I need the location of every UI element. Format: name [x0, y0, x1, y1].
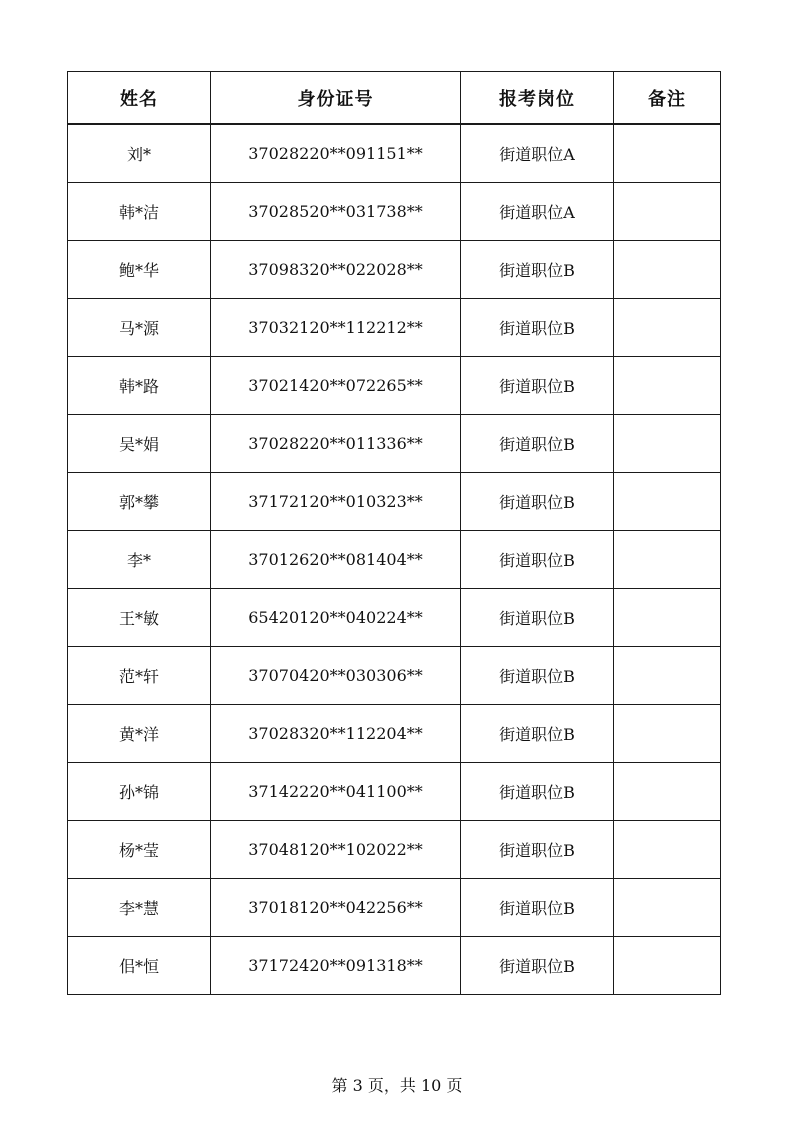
cell-applied-post: 街道职位B — [461, 879, 614, 937]
cell-id-number: 37018120**042256** — [211, 879, 461, 937]
cell-applied-post: 街道职位B — [461, 415, 614, 473]
cell-name: 马*源 — [68, 299, 211, 357]
header-row — [68, 72, 721, 125]
cell-applied-post: 街道职位A — [461, 124, 614, 183]
table-row — [68, 241, 721, 299]
cell-applied-post: 街道职位A — [461, 183, 614, 241]
table-row — [68, 357, 721, 415]
cell-applied-post: 街道职位B — [461, 937, 614, 995]
cell-id-number: 37142220**041100** — [211, 763, 461, 821]
cell-id-number: 37048120**102022** — [211, 821, 461, 879]
cell-name: 韩*路 — [68, 357, 211, 415]
cell-remarks — [614, 589, 721, 647]
cell-id-number: 37098320**022028** — [211, 241, 461, 299]
header-name: 姓名 — [68, 72, 211, 125]
cell-applied-post: 街道职位B — [461, 241, 614, 299]
table-row — [68, 531, 721, 589]
cell-name: 孙*锦 — [68, 763, 211, 821]
cell-name: 王*敏 — [68, 589, 211, 647]
table-row — [68, 589, 721, 647]
cell-name: 黄*洋 — [68, 705, 211, 763]
table-row — [68, 647, 721, 705]
cell-name: 杨*莹 — [68, 821, 211, 879]
cell-applied-post: 街道职位B — [461, 647, 614, 705]
cell-name: 郭*攀 — [68, 473, 211, 531]
cell-remarks — [614, 763, 721, 821]
table-row — [68, 879, 721, 937]
cell-applied-post: 街道职位B — [461, 357, 614, 415]
cell-remarks — [614, 241, 721, 299]
cell-name: 鲍*华 — [68, 241, 211, 299]
header-applied-post: 报考岗位 — [461, 72, 614, 125]
page-number: 第 3 页，共 10 页 — [331, 1076, 463, 1095]
cell-applied-post: 街道职位B — [461, 531, 614, 589]
table-row — [68, 415, 721, 473]
cell-id-number: 37012620**081404** — [211, 531, 461, 589]
header-id-number: 身份证号 — [211, 72, 461, 125]
cell-id-number: 37172120**010323** — [211, 473, 461, 531]
cell-id-number: 37028520**031738** — [211, 183, 461, 241]
cell-remarks — [614, 821, 721, 879]
cell-name: 刘* — [68, 124, 211, 183]
cell-id-number: 37172420**091318** — [211, 937, 461, 995]
cell-remarks — [614, 937, 721, 995]
cell-name: 韩*洁 — [68, 183, 211, 241]
table-header — [68, 72, 721, 125]
cell-id-number: 37028320**112204** — [211, 705, 461, 763]
cell-applied-post: 街道职位B — [461, 299, 614, 357]
cell-id-number: 37028220**011336** — [211, 415, 461, 473]
cell-remarks — [614, 124, 721, 183]
cell-name: 范*轩 — [68, 647, 211, 705]
table-body — [68, 124, 721, 995]
cell-applied-post: 街道职位B — [461, 589, 614, 647]
cell-applied-post: 街道职位B — [461, 763, 614, 821]
cell-applied-post: 街道职位B — [461, 821, 614, 879]
cell-remarks — [614, 531, 721, 589]
cell-remarks — [614, 299, 721, 357]
table-row — [68, 183, 721, 241]
table-row — [68, 821, 721, 879]
cell-id-number: 37070420**030306** — [211, 647, 461, 705]
table-row — [68, 299, 721, 357]
cell-remarks — [614, 473, 721, 531]
header-remarks: 备注 — [614, 72, 721, 125]
table-row — [68, 937, 721, 995]
table-row — [68, 473, 721, 531]
cell-remarks — [614, 357, 721, 415]
cell-remarks — [614, 415, 721, 473]
table-row — [68, 124, 721, 183]
cell-name: 李*慧 — [68, 879, 211, 937]
cell-id-number: 37021420**072265** — [211, 357, 461, 415]
cell-remarks — [614, 183, 721, 241]
cell-id-number: 65420120**040224** — [211, 589, 461, 647]
cell-applied-post: 街道职位B — [461, 473, 614, 531]
table-row — [68, 705, 721, 763]
table-row — [68, 763, 721, 821]
cell-name: 佀*恒 — [68, 937, 211, 995]
cell-remarks — [614, 647, 721, 705]
cell-remarks — [614, 879, 721, 937]
cell-remarks — [614, 705, 721, 763]
cell-id-number: 37028220**091151** — [211, 124, 461, 183]
cell-applied-post: 街道职位B — [461, 705, 614, 763]
cell-id-number: 37032120**112212** — [211, 299, 461, 357]
cell-name: 吴*娟 — [68, 415, 211, 473]
cell-name: 李* — [68, 531, 211, 589]
applicant-table — [67, 71, 721, 995]
